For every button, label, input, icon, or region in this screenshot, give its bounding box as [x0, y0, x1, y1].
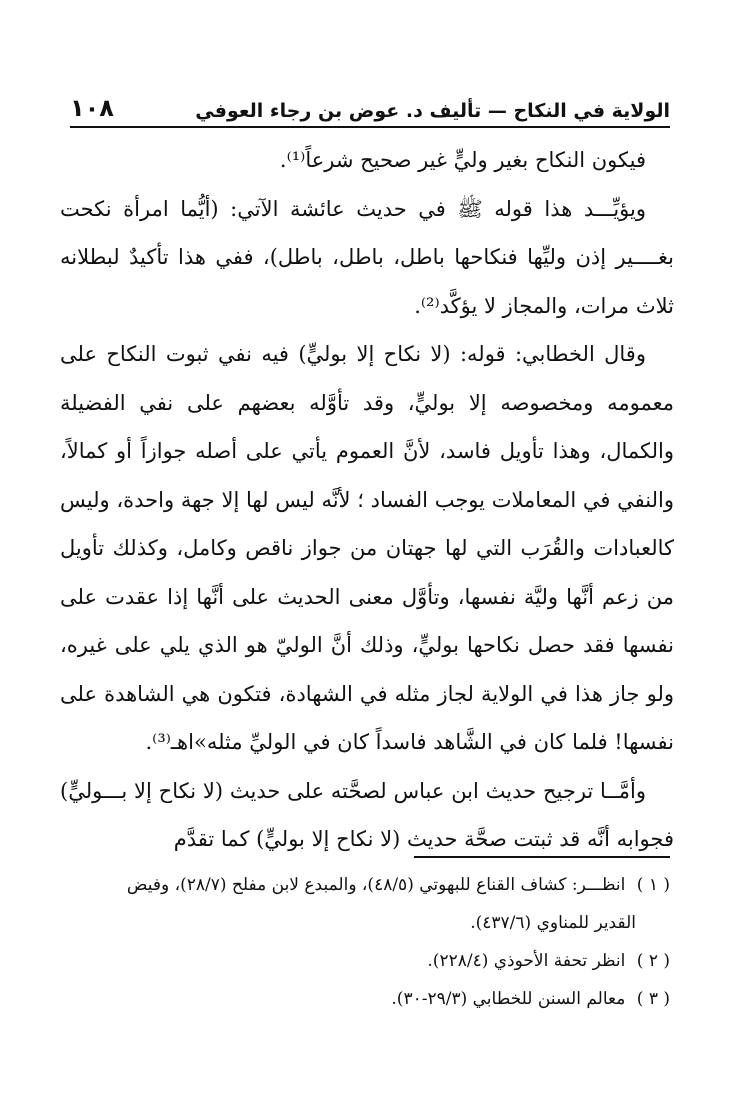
footnote-3	[70, 980, 670, 1018]
footnote-1-number: ( ١ )	[636, 875, 670, 895]
footnotes	[70, 866, 670, 1018]
footnote-1-text: انظـــر: كشاف القناع للبهوتي (٤٨/٥)، والمبدع لابن مفلح (٢٨/٧)، وفيض	[126, 875, 626, 895]
footnote-3-number: ( ٣ )	[636, 989, 670, 1009]
paragraph-2: ويؤيِّـــد هذا قوله ﷺ في حديث عائشة الآتي: (أيُّما امرأة نكحت بغــــير إذن وليِّها فنكاحها باطل، باطل، باطل)، ففي هذا تأكيدٌ لبطلانه ثلاث مرات، والمجاز لا يؤكَّد⁽²⁾.	[60, 196, 674, 318]
footnote-2-number: ( ٢ )	[636, 951, 670, 971]
main-text	[60, 136, 674, 864]
footnote-3-text: معالم السنن للخطابي (٢٩/٣-٣٠).	[391, 989, 626, 1009]
footnote-2	[70, 942, 670, 980]
footnote-2-text: انظر تحفة الأحوذي (٢٢٨/٤).	[427, 951, 626, 971]
running-title: الولاية في النكاح — تأليف د. عوض بن رجاء العوفي	[195, 100, 670, 122]
paragraph-4: وأمَّــا ترجيح حديث ابن عباس لصحَّته على حديث (لا نكاح إلا بـــوليٍّ) فجوابه أنَّه قد ثبتت صحَّة حديث (لا نكاح إلا بوليٍّ) كما تقدَّم	[60, 778, 674, 851]
footnote-divider	[414, 856, 670, 858]
paragraph-3: وقال الخطابي: قوله: (لا نكاح إلا بوليٍّ) فيه نفي ثبوت النكاح على معمومه ومخصوصه إلا بوليٍّ، وقد تأوَّله بعضهم على نفي الفضيلة والكمال، وهذا تأويل فاسد، لأنَّ العموم يأتي على أصله جوازاً أو كمالاً، والنفي في المعاملات يوجب الفساد ؛ لأنَّه ليس لها إلا جهة واحدة، وليس كالعبادات والقُرَب التي لها جهتان من جواز ناقص وكامل، وكذلك تأويل من زعم أنَّها وليَّة نفسها، وتأوَّل معنى الحديث على أنَّها إذا عقدت على نفسها فقد حصل نكاحها بوليٍّ، وذلك أنَّ الوليّ هو الذي يلي على غيره، ولو جاز هذا في الولاية لجاز مثله في الشهادة، فتكون هي الشاهدة على نفسها! فلما كان في الشَّاهد فاسداً كان في الوليِّ مثله»اهـ⁽³⁾.	[60, 342, 674, 754]
footnote-1-continued: القدير للمناوي (٤٣٧/٦).	[470, 913, 636, 933]
page-number: ١٠٨	[70, 94, 114, 122]
paragraph-1: فيكون النكاح بغير وليٍّ غير صحيح شرعاً⁽¹⁾.	[279, 148, 646, 172]
footnote-1	[70, 866, 670, 904]
page-header	[70, 88, 670, 128]
